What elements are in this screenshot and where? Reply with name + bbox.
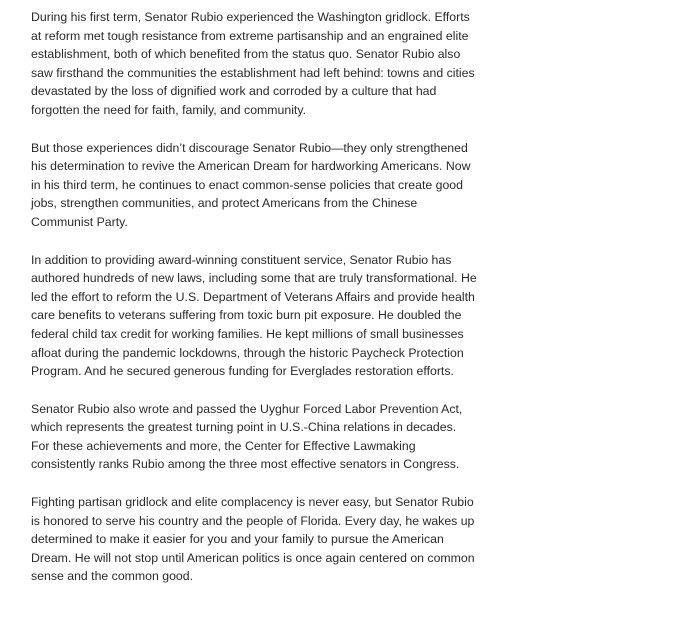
text-line: forgotten the need for faith, family, and community. [31, 102, 306, 117]
text-line: his determination to revive the American Dream for hardworking Americans. Now [31, 159, 471, 174]
text-line: consistently ranks Rubio among the three most effective senators in Congress. [31, 457, 460, 472]
text-line: Fighting partisan gridlock and elite complacency is never easy, but Senator Rubio [31, 495, 474, 510]
paragraph-constituent-service [31, 251, 511, 381]
text-line: led the effort to reform the U.S. Department of Veterans Affairs and provide health [31, 289, 475, 304]
text-line: In addition to providing award-winning constituent service, Senator Rubio has [31, 252, 452, 267]
paragraph-first-term [31, 8, 511, 120]
text-line: which represents the greatest turning point in U.S.-China relations in decades. [31, 420, 457, 435]
paragraph-third-term [31, 139, 511, 232]
text-line: in his third term, he continues to enact common-sense policies that create good [31, 177, 463, 192]
text-line: sense and the common good. [31, 569, 194, 584]
text-line: Program. And he secured generous funding for Everglades restoration efforts. [31, 364, 454, 379]
document-body [31, 8, 511, 605]
text-line: devastated by the loss of dignified work and corroded by a culture that had [31, 84, 437, 99]
text-line: Senator Rubio also wrote and passed the Uyghur Forced Labor Prevention Act, [31, 401, 463, 416]
text-line: saw firsthand the communities the establishment had left behind: towns and cities [31, 65, 475, 80]
text-line: federal child tax credit for working families. He kept millions of small businesses [31, 326, 464, 341]
text-line: But those experiences didn’t discourage Senator Rubio—they only strengthened [31, 140, 468, 155]
text-line: Dream. He will not stop until American politics is once again centered on common [31, 550, 475, 565]
text-line: care benefits to veterans suffering from toxic burn pit exposure. He doubled the [31, 308, 462, 323]
text-line: authored hundreds of new laws, including some that are truly transformational. He [31, 271, 477, 286]
paragraph-uyghur-act [31, 400, 511, 474]
paragraph-closing [31, 493, 511, 586]
text-line: During his first term, Senator Rubio experienced the Washington gridlock. Efforts [31, 10, 470, 24]
text-line: establishment, both of which benefited from the status quo. Senator Rubio also [31, 47, 461, 62]
text-line: Communist Party. [31, 214, 128, 229]
text-line: at reform met tough resistance from extreme partisanship and an engrained elite [31, 28, 469, 43]
text-line: afloat during the pandemic lockdowns, through the historic Paycheck Protection [31, 345, 464, 360]
text-line: jobs, strengthen communities, and protect Americans from the Chinese [31, 196, 418, 211]
text-line: is honored to serve his country and the people of Florida. Every day, he wakes up [31, 513, 475, 528]
text-line: For these achievements and more, the Center for Effective Lawmaking [31, 438, 416, 453]
text-line: determined to make it easier for you and your family to pursue the American [31, 532, 444, 547]
